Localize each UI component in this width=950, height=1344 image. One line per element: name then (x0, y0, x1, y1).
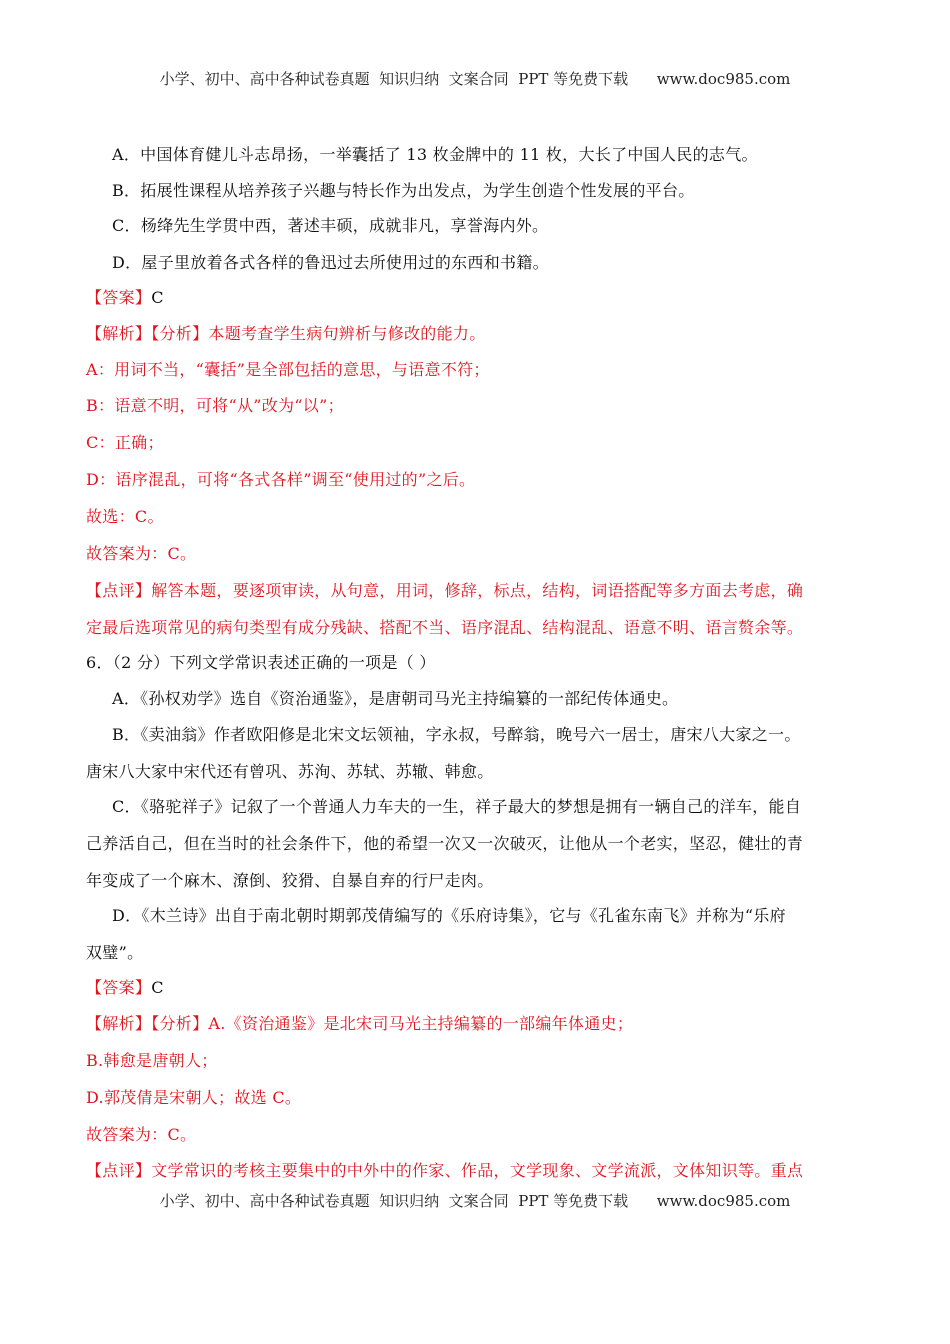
q6-comment (86, 1161, 866, 1181)
q6-option-d-cont: 双璧”。 (86, 943, 144, 962)
page-footer: 小学、初中、高中各种试卷真题 知识归纳 文案合同 PPT 等免费下载 www.doc985.com (159, 1192, 791, 1210)
q6-final-answer: 故答案为：C。 (86, 1125, 197, 1144)
q5-option-d: D．屋子里放着各式各样的鲁迅过去所使用过的东西和书籍。 (112, 253, 549, 272)
q5-detail-d: D：语序混乱，可将“各式各样”调至“使用过的”之后。 (86, 470, 476, 489)
q6-detail-d: D.郭茂倩是宋朝人；故选 C。 (86, 1088, 302, 1107)
answer-value: C (151, 288, 164, 307)
q5-choice: 故选：C。 (86, 507, 164, 526)
q6-option-b-cont: 唐宋八大家中宋代还有曾巩、苏洵、苏轼、苏辙、韩愈。 (86, 762, 494, 781)
q6-option-d: D．《木兰诗》出自于南北朝时期郭茂倩编写的《乐府诗集》，它与《孔雀东南飞》并称为“乐府 (112, 906, 786, 925)
comment-tag: 【点评】 (86, 1161, 152, 1180)
page-header: 小学、初中、高中各种试卷真题 知识归纳 文案合同 PPT 等免费下载 www.doc985.com (159, 70, 791, 88)
answer-value: C (151, 978, 164, 997)
analysis-tag: 【解析】【分析】 (86, 324, 209, 343)
analysis-text: 本题考查学生病句辨析与修改的能力。 (208, 324, 486, 343)
q5-comment-cont: 定最后选项常见的病句类型有成分残缺、搭配不当、语序混乱、结构混乱、语意不明、语言赘余等。 (86, 618, 804, 637)
q6-stem: 6．（2 分）下列文学常识表述正确的一项是（ ） (86, 653, 436, 672)
analysis-tag: 【解析】【分析】 (86, 1014, 209, 1033)
comment-text: 解答本题，要逐项审读，从句意，用词，修辞，标点，结构，词语搭配等多方面去考虑，确 (151, 581, 804, 600)
q5-detail-c: C：正确； (86, 433, 164, 452)
q5-answer (86, 288, 866, 308)
q5-detail-a: A：用词不当，“囊括”是全部包括的意思，与语意不符； (86, 360, 490, 379)
q6-option-a: A．《孙权劝学》选自《资治通鉴》，是唐朝司马光主持编纂的一部纪传体通史。 (112, 689, 679, 708)
q5-option-a: A．中国体育健儿斗志昂扬，一举囊括了 13 枚金牌中的 11 枚，大长了中国人民的志气。 (112, 145, 758, 164)
q5-final-answer: 故答案为：C。 (86, 544, 197, 563)
q5-comment (86, 581, 866, 601)
comment-tag: 【点评】 (86, 581, 152, 600)
q6-option-c: C．《骆驼祥子》记叙了一个普通人力车夫的一生，祥子最大的梦想是拥有一辆自己的洋车，能自 (112, 797, 802, 816)
q5-option-b: B．拓展性课程从培养孩子兴趣与特长作为出发点，为学生创造个性发展的平台。 (112, 181, 695, 200)
q6-option-c-cont2: 年变成了一个麻木、潦倒、狡猾、自暴自弃的行尸走肉。 (86, 871, 494, 890)
answer-tag: 【答案】 (86, 288, 152, 307)
q5-option-c: C．杨绛先生学贯中西，著述丰硕，成就非凡，享誉海内外。 (112, 216, 549, 235)
comment-text: 文学常识的考核主要集中的中外中的作家、作品，文学现象、文学流派，文体知识等。重点 (151, 1161, 804, 1180)
analysis-text: A.《资治通鉴》是北宋司马光主持编纂的一部编年体通史； (208, 1014, 634, 1033)
q6-option-b: B．《卖油翁》作者欧阳修是北宋文坛领袖，字永叔，号醉翁，晚号六一居士，唐宋八大家之一。 (112, 725, 801, 744)
q6-detail-b: B.韩愈是唐朝人； (86, 1051, 218, 1070)
answer-tag: 【答案】 (86, 978, 152, 997)
q6-option-c-cont1: 己养活自己，但在当时的社会条件下，他的希望一次又一次破灭，让他从一个老实，坚忍，健壮的青 (86, 834, 804, 853)
q5-detail-b: B：语意不明，可将“从”改为“以”； (86, 396, 344, 415)
q6-answer (86, 978, 866, 998)
q6-analysis (86, 1014, 866, 1034)
q5-analysis (86, 324, 866, 344)
